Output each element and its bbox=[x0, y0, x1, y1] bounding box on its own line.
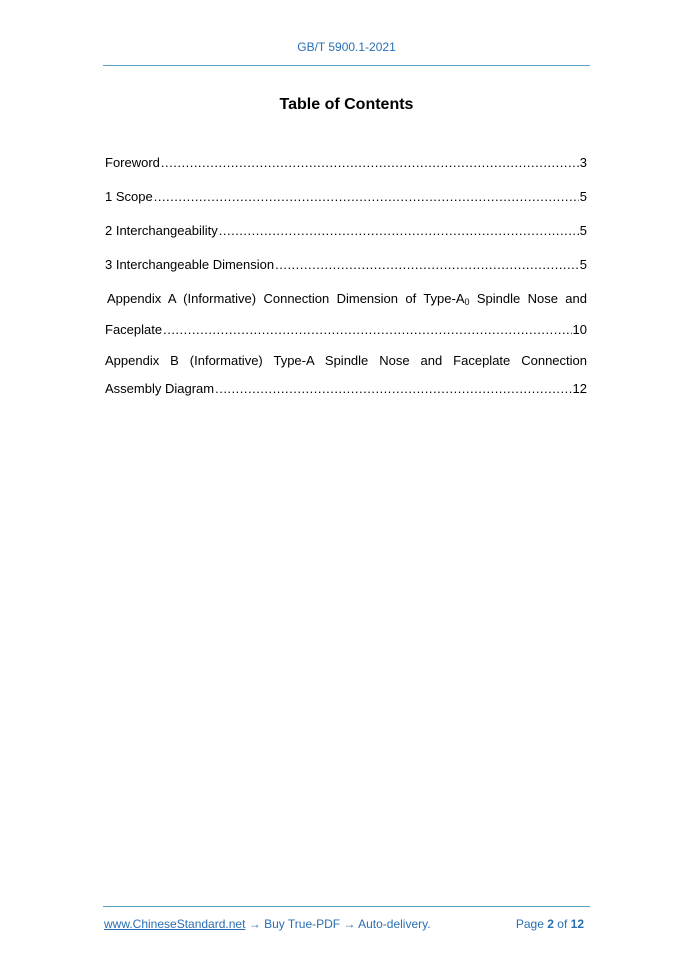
toc-entry-label: 1 Scope bbox=[105, 189, 153, 204]
toc-entry-appendix-a[interactable] bbox=[105, 291, 587, 338]
website-link[interactable]: www.ChineseStandard.net bbox=[104, 917, 246, 931]
dot-leader bbox=[275, 257, 579, 273]
toc-entry-page: 10 bbox=[572, 322, 587, 337]
dot-leader bbox=[219, 223, 579, 239]
current-page: 2 bbox=[547, 917, 554, 931]
toc-entry-page: 3 bbox=[579, 155, 587, 170]
footer-tagline: → Buy True-PDF → Auto-delivery. bbox=[245, 917, 431, 931]
toc-entry-page: 5 bbox=[579, 189, 587, 204]
footer-promo bbox=[104, 916, 431, 932]
appendix-a-line1 bbox=[105, 291, 587, 310]
appendix-a-line1-text: Appendix A (Informative) Connection Dimension of Type-A bbox=[107, 291, 465, 306]
page-number bbox=[516, 916, 584, 932]
toc-entry-label: 3 Interchangeable Dimension bbox=[105, 257, 275, 272]
toc-entry-appendix-b[interactable] bbox=[105, 353, 587, 397]
toc-entry-label: Foreword bbox=[105, 155, 160, 170]
toc-entry-scope[interactable] bbox=[105, 189, 587, 205]
of-word: of bbox=[557, 917, 568, 931]
footer-divider bbox=[103, 906, 590, 907]
header-divider bbox=[103, 65, 590, 66]
toc-title: Table of Contents bbox=[279, 96, 414, 113]
toc-entry-page: 12 bbox=[572, 381, 587, 396]
toc-entry-page: 5 bbox=[579, 257, 587, 272]
toc-entry-label: Faceplate bbox=[105, 322, 163, 337]
page-word: Page bbox=[515, 917, 544, 931]
toc-entry-label: Assembly Diagram bbox=[105, 381, 215, 396]
toc-entry-page: 5 bbox=[579, 223, 587, 238]
toc-entry-label: 2 Interchangeability bbox=[105, 223, 218, 238]
document-id-header: GB/T 5900.1-2021 bbox=[297, 40, 396, 54]
toc-entry-interchangeable-dimension[interactable] bbox=[105, 257, 587, 273]
total-pages: 12 bbox=[570, 917, 584, 931]
toc-entry-interchangeability[interactable] bbox=[105, 223, 587, 239]
dot-leader bbox=[215, 381, 571, 397]
toc-entry-foreword[interactable] bbox=[105, 155, 587, 171]
dot-leader bbox=[154, 189, 579, 205]
appendix-a-line1-end: Spindle Nose and bbox=[469, 291, 587, 306]
dot-leader bbox=[163, 322, 571, 338]
subscript-zero: 0 bbox=[464, 297, 470, 307]
dot-leader bbox=[161, 155, 579, 171]
appendix-b-line1: Appendix B (Informative) Type-A Spindle Nose and Faceplate Connection bbox=[105, 353, 587, 368]
